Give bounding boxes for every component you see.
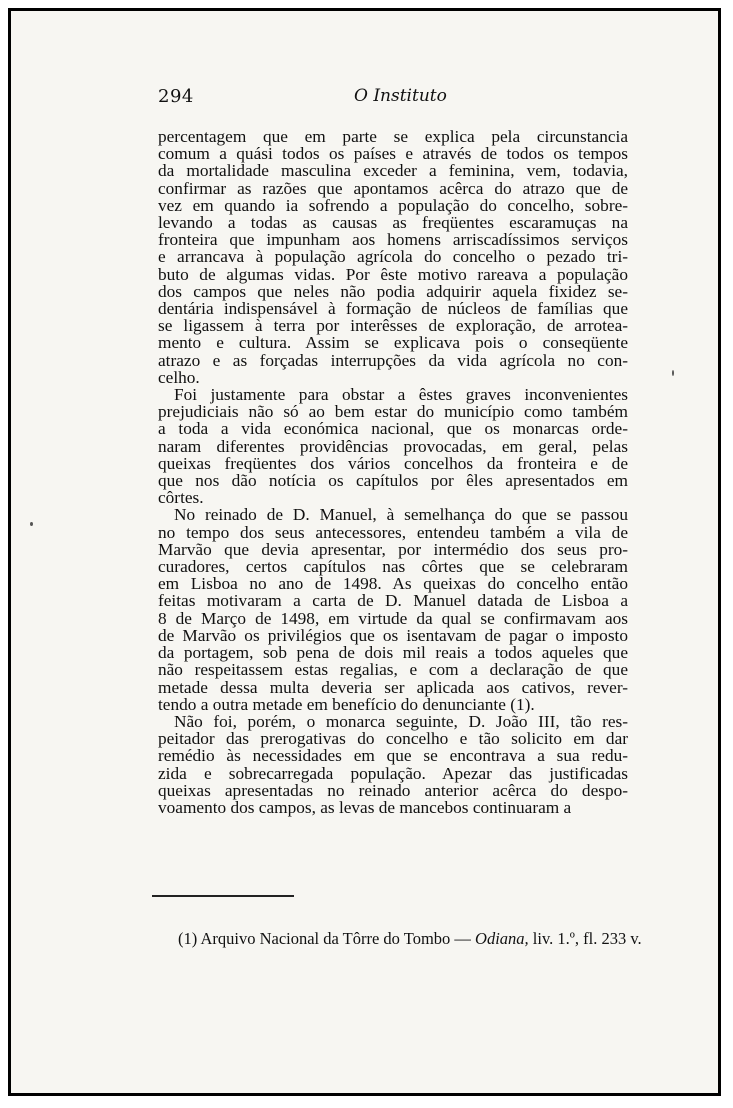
footnote-reference: liv. 1.º, fl. 233 v.	[532, 929, 642, 948]
text-line: zida e sobrecarregada população. Apezar das justificadas	[158, 763, 628, 783]
text-line: que nos dão notícia os capítulos por êles apresentados em	[158, 471, 628, 491]
text-line: feitas motivaram a carta de D. Manuel datada de Lisboa a	[158, 591, 628, 611]
text-line: naram diferentes providências provocadas, em geral, pelas	[158, 436, 628, 456]
running-title: O Instituto	[354, 86, 447, 106]
text-line: levando a todas as causas as freqüentes escaramuças na	[158, 213, 628, 233]
text-line: em Lisboa no ano de 1498. As queixas do concelho então	[158, 574, 628, 594]
text-line: dentária indispensável à formação de núcleos de famílias que	[158, 299, 628, 319]
text-line: fronteira que impunham aos homens arriscadíssimos serviços	[158, 230, 628, 250]
text-line: metade dessa multa deveria ser aplicada aos cativos, rever-	[158, 677, 628, 697]
footnote-source-title: Odiana,	[475, 929, 529, 948]
text-line: 8 de Março de 1498, em virtude da qual se confirmavam aos	[158, 608, 628, 628]
text-line: comum a quási todos os países e através de todos os tempos	[158, 144, 628, 164]
text-line: da mortalidade masculina exceder a feminina, vem, todavia,	[158, 161, 628, 181]
text-line: prejudiciais não só ao bem estar do município como também	[158, 402, 628, 422]
page-header	[158, 86, 628, 108]
text-line: confirmar as razões que apontamos acêrca do atrazo que de	[158, 178, 628, 198]
text-line: No reinado de D. Manuel, à semelhança do que se passou	[174, 505, 628, 525]
text-line: remédio às necessidades em que se encontrava a sua redu-	[158, 746, 628, 766]
text-line: se ligassem à terra por interêsses de exploração, de arrotea-	[158, 316, 628, 336]
text-line: e arrancava à população agrícola do concelho o pezado tri-	[158, 247, 628, 267]
text-line: curadores, certos capítulos nas côrtes que se celebraram	[158, 557, 628, 577]
text-line: a toda a vida económica nacional, que os monarcas orde-	[158, 419, 628, 439]
text-line: da portagem, sob pena de dois mil reais a todos aqueles que	[158, 643, 628, 663]
text-line: voamento dos campos, as levas de mancebos continuaram a	[158, 797, 572, 817]
text-line: Marvão que devia apresentar, por intermédio dos seus pro-	[158, 539, 628, 559]
text-line: não respeitassem estas regalias, e com a declaração de que	[158, 660, 628, 680]
scan-speck	[672, 370, 674, 376]
text-line: queixas freqüentes dos vários concelhos da fronteira e de	[158, 453, 628, 473]
page-number: 294	[158, 86, 194, 107]
text-line: percentagem que em parte se explica pela circunstancia	[158, 127, 628, 146]
footnote-divider	[152, 895, 294, 897]
text-line: tendo a outra metade em benefício do denunciante (1).	[158, 694, 535, 714]
text-line: mento e cultura. Assim se explicava pois o conseqüente	[158, 333, 628, 353]
text-line: atrazo e as forçadas interrupções da vida agrícola no con-	[158, 350, 628, 370]
text-line: celho.	[158, 367, 200, 387]
text-line: peitador das prerogativas do concelho e tão solicito em dar	[158, 729, 628, 749]
footnote-marker: (1)	[178, 929, 198, 948]
text-line: Foi justamente para obstar a êstes graves inconvenientes	[174, 385, 628, 405]
footnote	[178, 929, 642, 949]
body-text	[158, 128, 628, 816]
text-line: de Marvão os privilégios que os isentavam de pagar o imposto	[158, 625, 628, 645]
text-line: vez em quando ia sofrendo a população do concelho, sobre-	[158, 195, 628, 215]
footnote-text: Arquivo Nacional da Tôrre do Tombo —	[200, 929, 471, 948]
text-line: buto de algumas vidas. Por êste motivo rareava a população	[158, 264, 628, 284]
text-line: côrtes.	[158, 488, 204, 508]
scan-speck	[30, 522, 33, 526]
text-line: no tempo dos seus antecessores, entendeu também a vila de	[158, 522, 628, 542]
text-line: Não foi, porém, o monarca seguinte, D. João III, tão res-	[174, 711, 628, 731]
text-line: queixas apresentadas no reinado anterior acêrca do despo-	[158, 780, 628, 800]
text-line: dos campos que neles não podia adquirir aquela fixidez se-	[158, 281, 628, 301]
